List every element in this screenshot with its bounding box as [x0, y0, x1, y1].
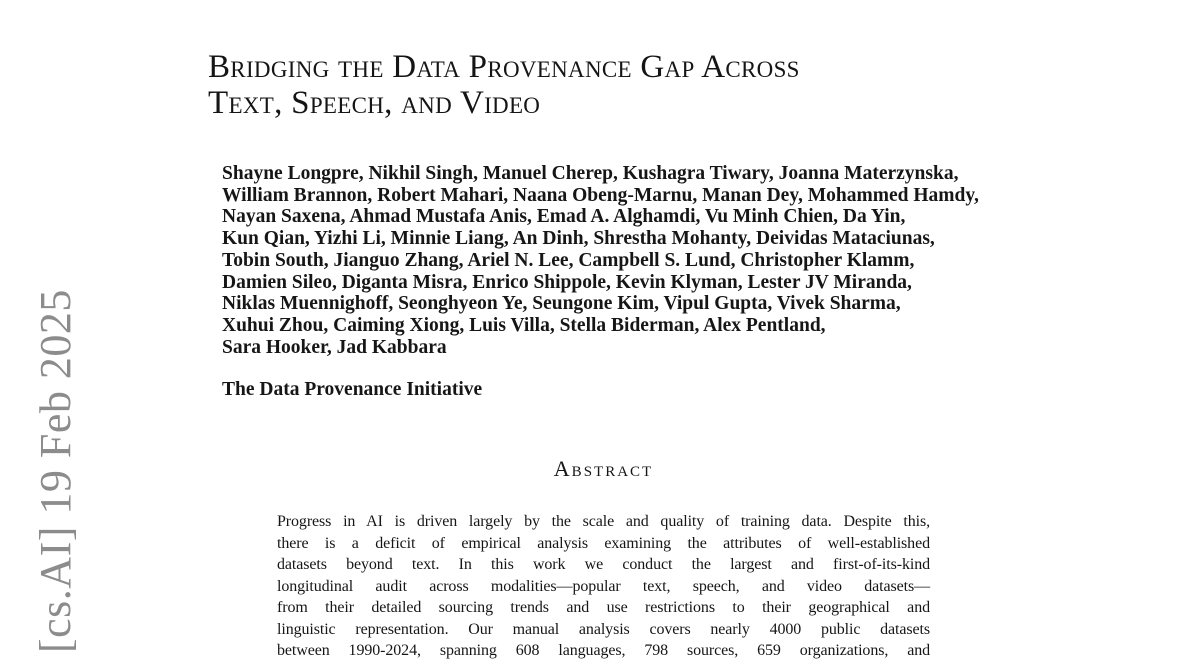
author-line: Xuhui Zhou, Caiming Xiong, Luis Villa, Stella Biderman, Alex Pentland,: [222, 314, 826, 336]
arxiv-stamp: [cs.AI] 19 Feb 2025: [31, 289, 80, 653]
author-line: Kun Qian, Yizhi Li, Minnie Liang, An Dinh, Shrestha Mohanty, Deividas Mataciunas,: [222, 228, 935, 250]
abstract-line: from their detailed sourcing trends and use restrictions to their geographical and: [277, 599, 930, 616]
abstract-line: longitudinal audit across modalities—popular text, speech, and video datasets—: [277, 577, 930, 595]
author-line: Tobin South, Jianguo Zhang, Ariel N. Lee, Campbell S. Lund, Christopher Klamm,: [222, 249, 915, 271]
author-line: William Brannon, Robert Mahari, Naana Obeng-Marnu, Manan Dey, Mohammed Hamdy,: [222, 184, 979, 206]
author-line: Nayan Saxena, Ahmad Mustafa Anis, Emad A. Alghamdi, Vu Minh Chien, Da Yin,: [222, 206, 906, 228]
author-line: Damien Sileo, Diganta Misra, Enrico Shippole, Kevin Klyman, Lester JV Miranda,: [222, 271, 912, 293]
abstract-body: [277, 511, 930, 662]
author-line: Sara Hooker, Jad Kabbara: [222, 336, 447, 358]
abstract-line: Progress in AI is driven largely by the scale and quality of training data. Despite this,: [277, 513, 930, 530]
abstract-heading: Abstract: [553, 456, 654, 481]
author-line: Niklas Muennighoff, Seonghyeon Ye, Seungone Kim, Vipul Gupta, Vivek Sharma,: [222, 293, 901, 315]
abstract-line: linguistic representation. Our manual analysis covers nearly 4000 public datasets: [277, 620, 930, 638]
paper-title: [208, 49, 800, 121]
author-list: [222, 163, 1022, 358]
author-line: Shayne Longpre, Nikhil Singh, Manuel Cherep, Kushagra Tiwary, Joanna Materzynska,: [222, 163, 959, 184]
abstract-line: there is a deficit of empirical analysis examining the attributes of well-established: [277, 534, 930, 552]
abstract-line: between 1990-2024, spanning 608 languages, 798 sources, 659 organizations, and: [277, 642, 930, 659]
affiliation: The Data Provenance Initiative: [222, 379, 483, 400]
paper-title-line-1: Bridging the Data Provenance Gap Across: [208, 49, 800, 85]
abstract-line: datasets beyond text. In this work we conduct the largest and first-of-its-kind: [277, 556, 930, 573]
paper-title-line-2: Text, Speech, and Video: [208, 85, 541, 121]
